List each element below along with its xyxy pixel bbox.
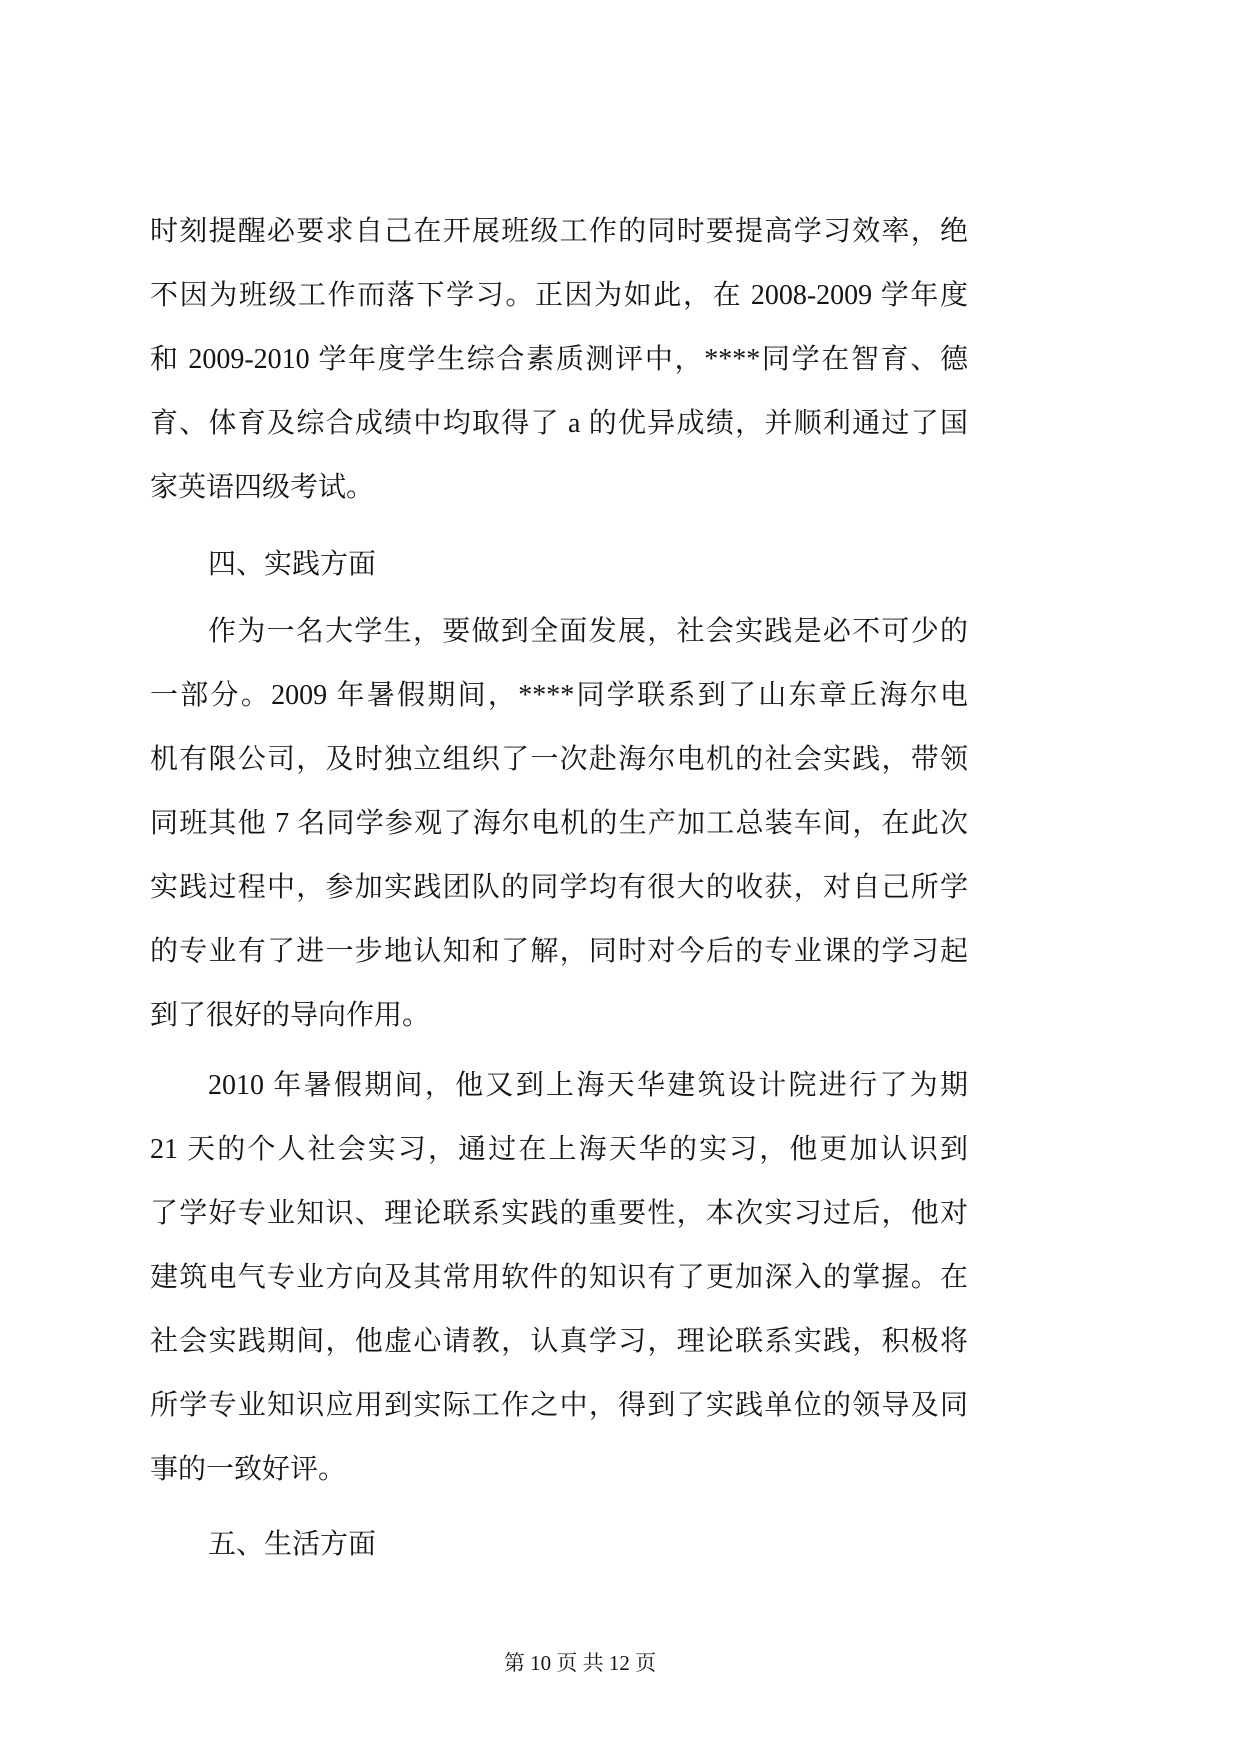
paragraph-line: 事的一致好评。 <box>150 1454 347 1485</box>
page-number-footer: 第 10 页 共 12 页 <box>503 1651 657 1675</box>
paragraph-line: 的专业有了进一步地认知和了解，同时对今后的专业课的学习起 <box>150 936 968 967</box>
paragraph-line: 实践过程中，参加实践团队的同学均有很大的收获，对自己所学 <box>150 872 968 903</box>
paragraph-line: 机有限公司，及时独立组织了一次赴海尔电机的社会实践，带领 <box>150 744 968 775</box>
paragraph-line: 育、体育及综合成绩中均取得了 a 的优异成绩，并顺利通过了国 <box>150 408 968 439</box>
paragraph-line: 到了很好的导向作用。 <box>150 1000 431 1031</box>
paragraph-line: 2010 年暑假期间，他又到上海天华建筑设计院进行了为期 <box>208 1070 968 1101</box>
section-heading: 五、生活方面 <box>208 1529 377 1560</box>
paragraph-line: 同班其他 7 名同学参观了海尔电机的生产加工总装车间，在此次 <box>150 808 968 839</box>
paragraph-line: 一部分。2009 年暑假期间，****同学联系到了山东章丘海尔电 <box>150 680 968 711</box>
paragraph-line: 家英语四级考试。 <box>150 472 375 503</box>
paragraph-line: 建筑电气专业方向及其常用软件的知识有了更加深入的掌握。在 <box>150 1262 968 1293</box>
paragraph-line: 作为一名大学生，要做到全面发展，社会实践是必不可少的 <box>208 616 968 647</box>
paragraph-line: 和 2009-2010 学年度学生综合素质测评中，****同学在智育、德 <box>150 344 968 375</box>
paragraph-line: 了学好专业知识、理论联系实践的重要性，本次实习过后，他对 <box>150 1198 968 1229</box>
paragraph-line: 社会实践期间，他虚心请教，认真学习，理论联系实践，积极将 <box>150 1326 968 1357</box>
paragraph-line: 时刻提醒必要求自己在开展班级工作的同时要提高学习效率，绝 <box>150 216 968 247</box>
paragraph-line: 不因为班级工作而落下学习。正因为如此，在 2008-2009 学年度 <box>150 280 968 311</box>
paragraph-line: 所学专业知识应用到实际工作之中，得到了实践单位的领导及同 <box>150 1390 968 1421</box>
paragraph-line: 21 天的个人社会实习，通过在上海天华的实习，他更加认识到 <box>150 1134 968 1165</box>
section-heading: 四、实践方面 <box>208 549 377 580</box>
